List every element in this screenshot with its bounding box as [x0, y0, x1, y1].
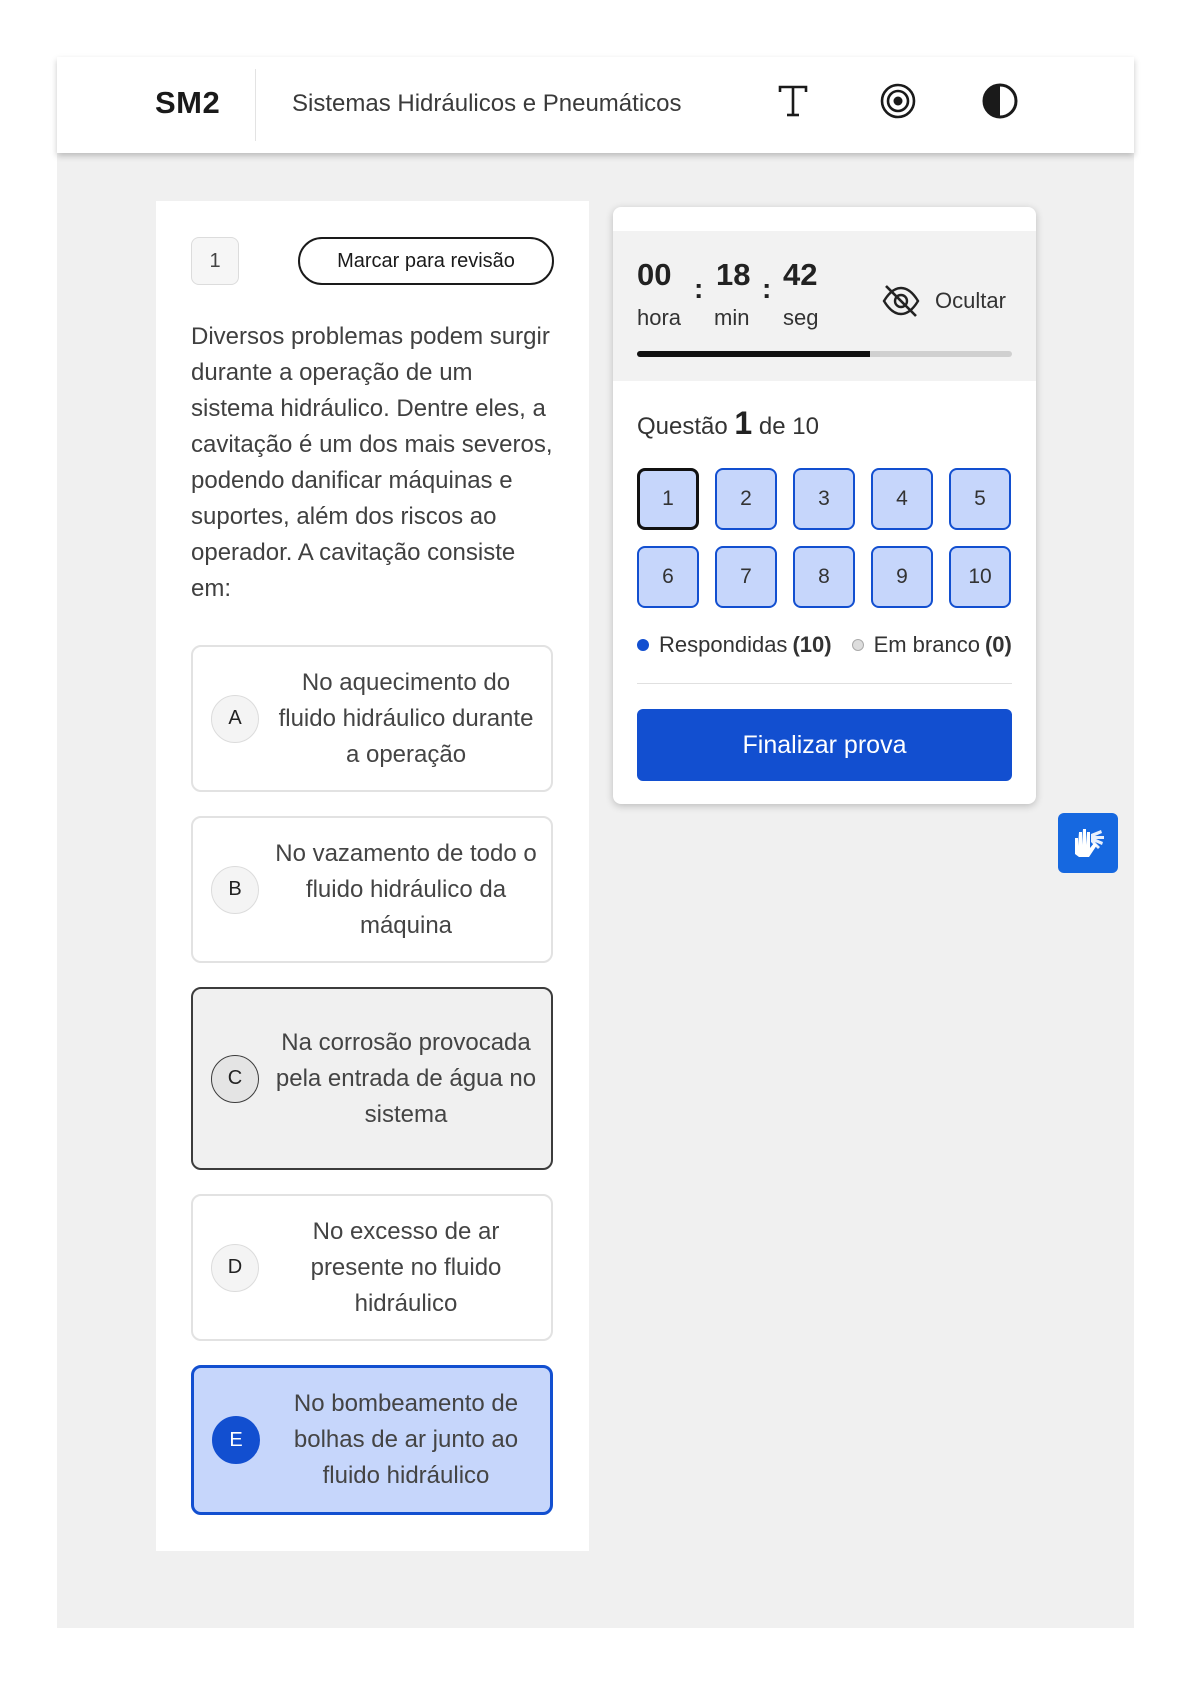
question-nav-button[interactable]: 6: [637, 546, 699, 608]
exam-sidebar: [613, 207, 1036, 804]
timer-seconds-label: seg: [783, 305, 819, 330]
question-number: 1: [191, 237, 239, 285]
alternative-text: No excesso de ar presente no fluido hidráulico: [310, 1217, 502, 1317]
alternative-a[interactable]: [191, 645, 553, 792]
timer-minutes: 18: [716, 257, 751, 292]
header-divider: [255, 69, 256, 141]
question-stem: Diversos problemas podem surgir durante a operação de um sistema hidráulico. Dentre eles, a cavitação é um dos mais severos, podendo danificar máquinas e suportes, além dos riscos ao operador. A cavitação consiste em:: [191, 323, 553, 602]
answered-count: (10): [792, 632, 832, 657]
alternative-e[interactable]: [191, 1365, 553, 1515]
timer-seconds: 42: [783, 257, 818, 292]
answered-label: Respondidas: [659, 632, 788, 657]
sidebar-divider: [637, 683, 1012, 684]
alternative-letter: E: [212, 1416, 260, 1464]
font-size-button[interactable]: [767, 77, 819, 125]
timer-minutes-label: min: [714, 305, 750, 330]
question-nav-button[interactable]: 10: [949, 546, 1011, 608]
contrast-icon: [981, 82, 1019, 120]
hide-timer-button[interactable]: [881, 279, 1006, 323]
blank-label: Em branco: [873, 632, 980, 657]
time-progress-fill: [637, 351, 870, 357]
question-nav-button[interactable]: 8: [793, 546, 855, 608]
question-counter-current: 1: [734, 405, 753, 441]
alternative-text: No bombeamento de bolhas de ar junto ao fluido hidráulico: [293, 1390, 519, 1489]
answer-legend: [637, 632, 1012, 658]
alternative-letter: B: [211, 866, 259, 914]
alternative-letter: C: [211, 1055, 259, 1103]
timer-separator: :: [694, 273, 704, 304]
question-nav-button[interactable]: 4: [871, 468, 933, 530]
alternative-text: Na corrosão provocada pela entrada de água no sistema: [275, 1028, 537, 1128]
question-nav-button[interactable]: 3: [793, 468, 855, 530]
eye-off-icon: [881, 283, 921, 319]
question-card: [156, 201, 589, 1551]
hide-timer-label: Ocultar: [935, 288, 1006, 313]
blank-count: (0): [984, 632, 1012, 657]
course-title: Sistemas Hidráulicos e Pneumáticos: [292, 90, 682, 117]
question-counter-prefix: Questão: [637, 413, 728, 440]
focus-target-icon: [879, 82, 917, 120]
alternative-letter: A: [211, 695, 259, 743]
blank-dot-icon: [852, 639, 864, 651]
question-nav-button[interactable]: 2: [715, 468, 777, 530]
alternative-d[interactable]: [191, 1194, 553, 1341]
question-navigation-grid: [637, 468, 1013, 608]
answered-dot-icon: [637, 639, 649, 651]
alternative-text: No aquecimento do fluido hidráulico durante a operação: [278, 668, 534, 768]
focus-mode-button[interactable]: [872, 77, 924, 125]
question-nav-button[interactable]: 9: [871, 546, 933, 608]
top-bar: [57, 57, 1134, 153]
timer-hours-label: hora: [637, 305, 682, 330]
finish-exam-button[interactable]: Finalizar prova: [637, 709, 1012, 781]
question-counter-total: de 10: [758, 413, 819, 440]
timer-separator: :: [762, 273, 772, 304]
question-nav-button[interactable]: 5: [949, 468, 1011, 530]
timer: [613, 231, 1036, 381]
font-size-icon: [776, 83, 810, 119]
question-counter: [637, 405, 819, 442]
contrast-button[interactable]: [974, 77, 1026, 125]
brand-logo: SM2: [155, 85, 221, 120]
alternative-letter: D: [211, 1244, 259, 1292]
timer-hours: 00: [637, 257, 672, 292]
question-nav-button[interactable]: 7: [715, 546, 777, 608]
time-progress-bar: [637, 351, 1012, 357]
alternative-b[interactable]: [191, 816, 553, 963]
alternative-c[interactable]: [191, 987, 553, 1170]
libras-accessibility-button[interactable]: [1058, 813, 1118, 873]
mark-for-review-button[interactable]: Marcar para revisão: [298, 237, 554, 285]
question-nav-button[interactable]: 1: [637, 468, 699, 530]
alternative-text: No vazamento de todo o fluido hidráulico da máquina: [275, 839, 537, 939]
sign-language-hands-icon: [1069, 824, 1107, 862]
